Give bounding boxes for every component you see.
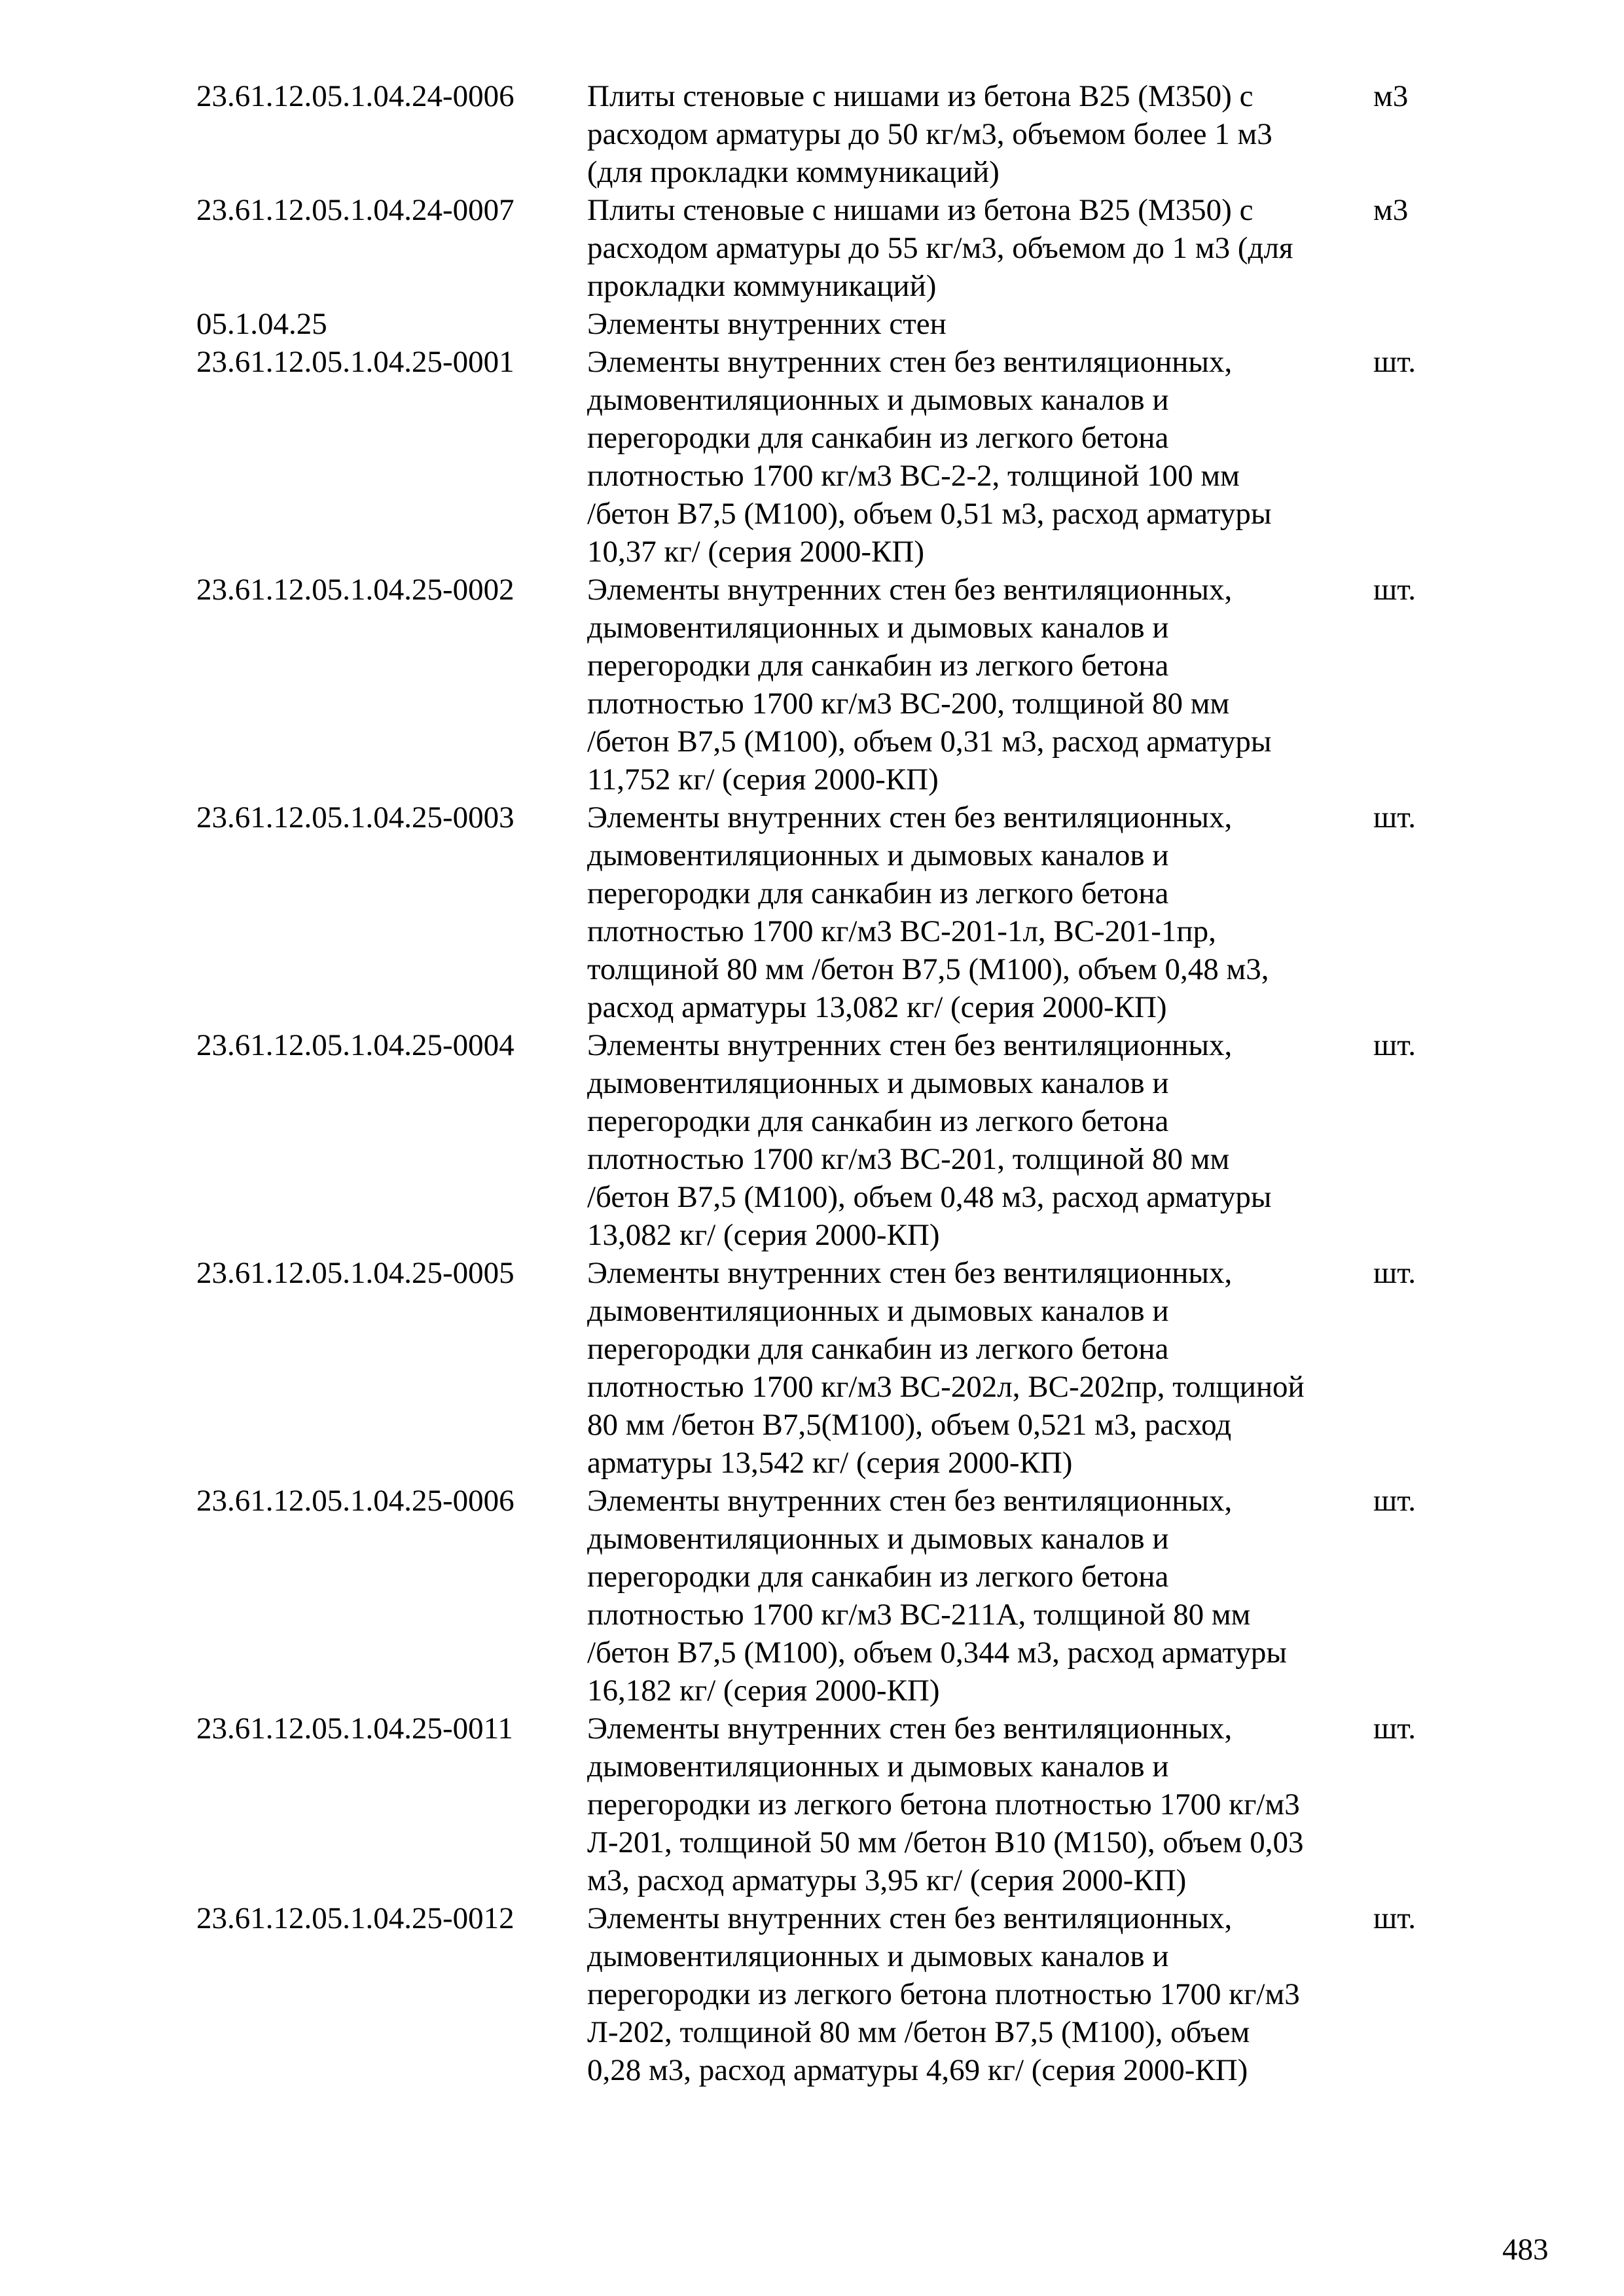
description-line: плотностью 1700 кг/м3 ВС-211А, толщиной 80 мм: [587, 1598, 1251, 1632]
list-item: [196, 1710, 1440, 1899]
description-line: дымовентиляционных и дымовых каналов и: [587, 838, 1169, 872]
description-line: перегородки для санкабин из легкого бетона: [587, 1104, 1169, 1138]
description-line: Элементы внутренних стен без вентиляционных,: [587, 1256, 1233, 1290]
description-line: толщиной 80 мм /бетон В7,5 (М100), объем 0,48 м3,: [587, 952, 1269, 986]
description-line: перегородки для санкабин из легкого бетона: [587, 1332, 1169, 1366]
resource-code: 23.61.12.05.1.04.24-0007: [196, 193, 514, 227]
resource-code: 23.61.12.05.1.04.25-0006: [196, 1484, 514, 1518]
description-line: плотностью 1700 кг/м3 ВС-200, толщиной 80 мм: [587, 687, 1230, 721]
resource-description: [587, 1254, 1369, 1482]
resource-description: [587, 343, 1369, 571]
description-line: дымовентиляционных и дымовых каналов и: [587, 1749, 1169, 1784]
description-line: 0,28 м3, расход арматуры 4,69 кг/ (серия 2000-КП): [587, 2053, 1248, 2087]
list-item: [196, 571, 1440, 798]
resource-code: 23.61.12.05.1.04.25-0004: [196, 1028, 514, 1062]
resource-description: [587, 571, 1369, 798]
resource-description: [587, 1899, 1369, 2089]
unit-of-measure: шт.: [1373, 1712, 1416, 1746]
resource-code: 23.61.12.05.1.04.25-0005: [196, 1256, 514, 1290]
unit-of-measure: шт.: [1373, 1484, 1416, 1518]
resource-code: 23.61.12.05.1.04.25-0002: [196, 573, 514, 607]
resource-code: 05.1.04.25: [196, 307, 327, 341]
description-line: перегородки для санкабин из легкого бетона: [587, 876, 1169, 910]
unit-of-measure: шт.: [1373, 345, 1416, 379]
description-line: (для прокладки коммуникаций): [587, 155, 1000, 189]
description-line: Элементы внутренних стен без вентиляционных,: [587, 1712, 1233, 1746]
description-line: прокладки коммуникаций): [587, 269, 937, 303]
description-line: плотностью 1700 кг/м3 ВС-201-1л, ВС-201-1пр,: [587, 914, 1216, 948]
description-line: плотностью 1700 кг/м3 ВС-201, толщиной 80 мм: [587, 1142, 1230, 1176]
description-line: дымовентиляционных и дымовых каналов и: [587, 383, 1169, 417]
list-item: [196, 305, 1440, 343]
list-item: [196, 1026, 1440, 1254]
description-line: дымовентиляционных и дымовых каналов и: [587, 1522, 1169, 1556]
description-line: перегородки из легкого бетона плотностью 1700 кг/м3: [587, 1787, 1300, 1821]
unit-of-measure: шт.: [1373, 1901, 1416, 1935]
unit-of-measure: шт.: [1373, 1256, 1416, 1290]
description-line: 11,752 кг/ (серия 2000-КП): [587, 762, 939, 797]
resource-description: [587, 191, 1369, 305]
description-line: дымовентиляционных и дымовых каналов и: [587, 1294, 1169, 1328]
list-item: [196, 798, 1440, 1026]
description-line: Элементы внутренних стен без вентиляционных,: [587, 1484, 1233, 1518]
list-item: [196, 343, 1440, 571]
unit-of-measure: м3: [1373, 79, 1409, 113]
unit-of-measure: шт.: [1373, 573, 1416, 607]
description-line: Элементы внутренних стен без вентиляционных,: [587, 573, 1233, 607]
description-line: 16,182 кг/ (серия 2000-КП): [587, 1674, 940, 1708]
description-line: Элементы внутренних стен без вентиляционных,: [587, 1028, 1233, 1062]
unit-of-measure: шт.: [1373, 800, 1416, 834]
description-line: 13,082 кг/ (серия 2000-КП): [587, 1218, 940, 1252]
description-line: Элементы внутренних стен без вентиляционных,: [587, 1901, 1233, 1935]
resource-description: [587, 1710, 1369, 1899]
resource-list: [196, 77, 1440, 2089]
description-line: перегородки для санкабин из легкого бетона: [587, 421, 1169, 455]
list-item: [196, 191, 1440, 305]
list-item: [196, 1254, 1440, 1482]
description-line: 10,37 кг/ (серия 2000-КП): [587, 535, 924, 569]
description-line: /бетон В7,5 (М100), объем 0,31 м3, расход арматуры: [587, 725, 1272, 759]
description-line: Элементы внутренних стен без вентиляционных,: [587, 345, 1233, 379]
description-line: Элементы внутренних стен без вентиляционных,: [587, 800, 1233, 834]
description-line: плотностью 1700 кг/м3 ВС-202л, ВС-202пр, толщиной: [587, 1370, 1305, 1404]
page-number: 483: [1502, 2233, 1549, 2267]
list-item: [196, 1899, 1440, 2089]
description-line: /бетон В7,5 (М100), объем 0,51 м3, расход арматуры: [587, 497, 1272, 531]
description-line: Элементы внутренних стен: [587, 307, 947, 341]
unit-of-measure: м3: [1373, 193, 1409, 227]
description-line: арматуры 13,542 кг/ (серия 2000-КП): [587, 1446, 1073, 1480]
resource-code: 23.61.12.05.1.04.25-0003: [196, 800, 514, 834]
description-line: дымовентиляционных и дымовых каналов и: [587, 1066, 1169, 1100]
resource-code: 23.61.12.05.1.04.25-0001: [196, 345, 514, 379]
resource-description: [587, 77, 1369, 191]
description-line: Л-201, толщиной 50 мм /бетон В10 (М150), объем 0,03: [587, 1825, 1304, 1859]
description-line: расходом арматуры до 55 кг/м3, объемом до 1 м3 (для: [587, 231, 1293, 265]
description-line: м3, расход арматуры 3,95 кг/ (серия 2000-КП): [587, 1863, 1187, 1897]
description-line: перегородки для санкабин из легкого бетона: [587, 1560, 1169, 1594]
list-item: [196, 77, 1440, 191]
description-line: Плиты стеновые с нишами из бетона В25 (М350) с: [587, 79, 1254, 113]
description-line: плотностью 1700 кг/м3 ВС-2-2, толщиной 100 мм: [587, 459, 1240, 493]
description-line: расходом арматуры до 50 кг/м3, объемом более 1 м3: [587, 117, 1272, 151]
unit-of-measure: шт.: [1373, 1028, 1416, 1062]
resource-code: 23.61.12.05.1.04.24-0006: [196, 79, 514, 113]
description-line: дымовентиляционных и дымовых каналов и: [587, 1939, 1169, 1973]
description-line: перегородки из легкого бетона плотностью 1700 кг/м3: [587, 1977, 1300, 2011]
description-line: 80 мм /бетон В7,5(М100), объем 0,521 м3, расход: [587, 1408, 1232, 1442]
description-line: Л-202, толщиной 80 мм /бетон В7,5 (М100), объем: [587, 2015, 1250, 2049]
description-line: /бетон В7,5 (М100), объем 0,48 м3, расход арматуры: [587, 1180, 1272, 1214]
resource-code: 23.61.12.05.1.04.25-0011: [196, 1712, 513, 1746]
list-item: [196, 1482, 1440, 1710]
resource-description: [587, 798, 1369, 1026]
description-line: Плиты стеновые с нишами из бетона В25 (М350) с: [587, 193, 1254, 227]
resource-description: [587, 1026, 1369, 1254]
resource-code: 23.61.12.05.1.04.25-0012: [196, 1901, 514, 1935]
description-line: перегородки для санкабин из легкого бетона: [587, 649, 1169, 683]
description-line: дымовентиляционных и дымовых каналов и: [587, 611, 1169, 645]
description-line: /бетон В7,5 (М100), объем 0,344 м3, расход арматуры: [587, 1636, 1287, 1670]
description-line: расход арматуры 13,082 кг/ (серия 2000-КП): [587, 990, 1167, 1024]
resource-description: [587, 1482, 1369, 1710]
resource-description: [587, 305, 1369, 343]
